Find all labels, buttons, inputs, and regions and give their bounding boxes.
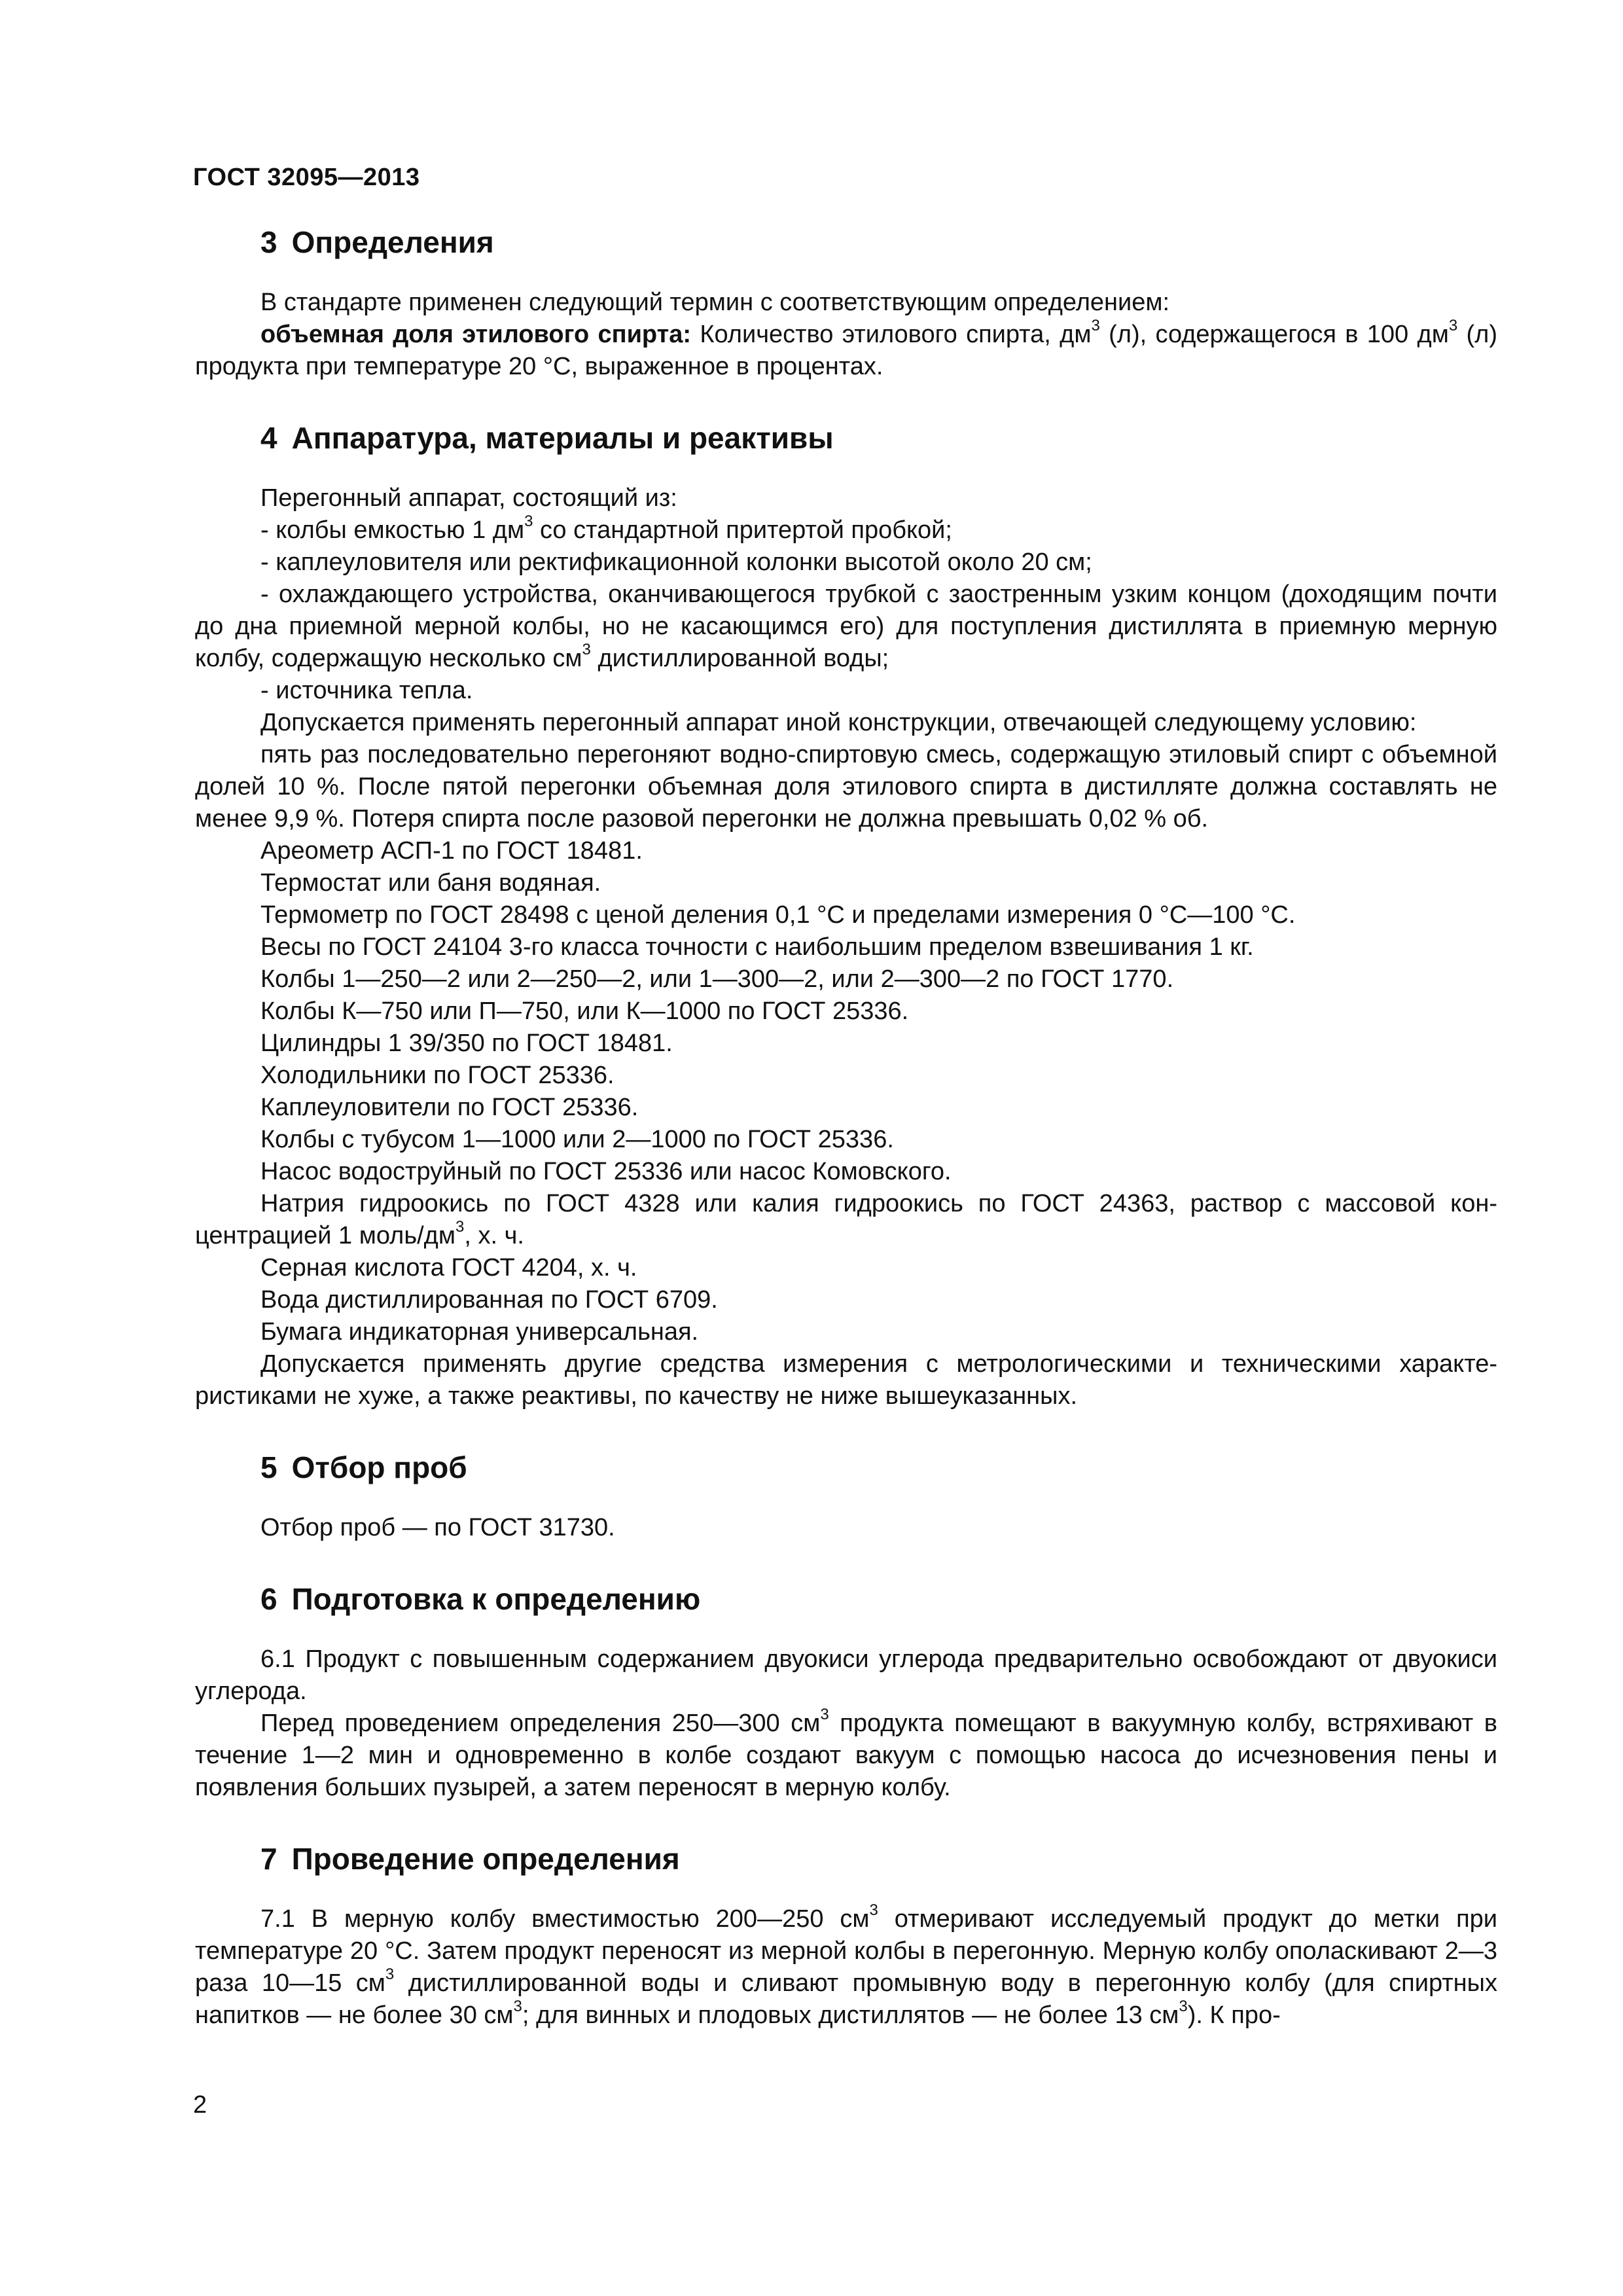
section-title: Определения — [291, 225, 494, 259]
section-title: Подготовка к определению — [291, 1582, 701, 1616]
paragraph: Цилиндры 1 39/350 по ГОСТ 18481. — [260, 1030, 673, 1057]
paragraph: Термостат или баня водяная. — [260, 869, 601, 897]
paragraph: 6.1 Продукт с повышенным содержанием двуокиси углерода предварительно освобождают от двуокиси углерода. — [195, 1645, 1497, 1705]
list-item: - каплеуловителя или ректификационной колонки высотой около 20 см; — [260, 548, 1092, 576]
list-item: - колбы емкостью 1 $дм^3$ со стандартной притертой пробкой; — [260, 512, 952, 544]
paragraph: Натрия гидроокись по ГОСТ 4328 или калия гидроокись по ГОСТ 24363, раствор с массовой концентрацией 1 моль/$дм^3$, х. ч. — [195, 1190, 1497, 1249]
paragraph: пять раз последовательно перегоняют водно-спиртовую смесь, содержащую этиловый спирт с объемной долей 10 %. После пятой перегонки объемная доля этилового спирта в дистилляте должна составлять не менее 9,9 %. Потеря спирта после разовой перегонки не должна превышать 0,02 % об. — [195, 741, 1497, 833]
list-item: - источника тепла. — [260, 677, 473, 704]
section-4-heading — [195, 418, 1497, 457]
section-title: Проведение определения — [291, 1842, 680, 1876]
paragraph: Отбор проб — по ГОСТ 31730. — [260, 1514, 615, 1541]
paragraph: Холодильники по ГОСТ 25336. — [260, 1062, 615, 1089]
section-5-heading — [195, 1448, 1497, 1487]
paragraph: Колбы с тубусом 1—1000 или 2—1000 по ГОСТ 25336. — [260, 1126, 894, 1153]
paragraph: Ареометр АСП-1 по ГОСТ 18481. — [260, 837, 643, 865]
definition-paragraph: объемная доля этилового спирта: Количество этилового спирта, $дм^3$ (л), содержащегося в 100 $дм^3$ (л) продукта при температуре 20 °С, выраженное в процентах. — [195, 317, 1497, 380]
section-title: Аппаратура, материалы и реактивы — [291, 421, 834, 455]
section-6-heading — [195, 1579, 1497, 1619]
section-number: 6 — [260, 1582, 277, 1616]
paragraph: Насос водоструйный по ГОСТ 25336 или насос Комовского. — [260, 1158, 952, 1185]
paragraph: Серная кислота ГОСТ 4204, х. ч. — [260, 1254, 637, 1282]
paragraph: Вода дистиллированная по ГОСТ 6709. — [260, 1286, 718, 1314]
paragraph: Каплеуловители по ГОСТ 25336. — [260, 1094, 639, 1121]
section-number: 7 — [260, 1842, 277, 1876]
section-title: Отбор проб — [291, 1450, 467, 1484]
section-7-heading — [195, 1839, 1497, 1878]
paragraph: Бумага индикаторная универсальная. — [260, 1318, 699, 1346]
doc-code-header: ГОСТ 32095—2013 — [193, 164, 420, 191]
section-number: 3 — [260, 225, 277, 259]
paragraph: Колбы 1—250—2 или 2—250—2, или 1—300—2, или 2—300—2 по ГОСТ 1770. — [260, 965, 1174, 993]
paragraph: 7.1 В мерную колбу вместимостью 200—250 $см^3$ отмеривают исследуемый продукт до метки при температуре 20 °С. Затем продукт переносят из мерной колбы в перегонную. Мерную колбу ополаскивают 2—3 раза 10—15 $см^3$ дистиллированной воды и сливают промывную воду в перегонную колбу (для спиртных напитков — не более 30 $см^3$; для винных и плодовых дистиллятов — не более 13 $см^3$). К про- — [195, 1901, 1498, 2029]
paragraph: Колбы К—750 или П—750, или К—1000 по ГОСТ 25336. — [260, 997, 909, 1025]
paragraph: В стандарте применен следующий термин с соответствующим определением: — [260, 289, 1170, 316]
paragraph: Допускается применять перегонный аппарат иной конструкции, отвечающей следующему условию: — [260, 709, 1417, 736]
section-3-heading — [195, 223, 1497, 262]
paragraph: Весы по ГОСТ 24104 3-го класса точности с наибольшим пределом взвешивания 1 кг. — [260, 933, 1254, 961]
paragraph: Термометр по ГОСТ 28498 с ценой деления 0,1 °С и пределами измерения 0 °С—100 °С. — [260, 901, 1296, 929]
document-body — [195, 223, 1497, 2032]
section-number: 5 — [260, 1450, 277, 1484]
section-number: 4 — [260, 421, 277, 455]
paragraph: Перед проведением определения 250—300 $см^3$ продукта помещают в вакуумную колбу, встряхивают в течение 1—2 мин и одновременно в колбе создают вакуум с помощью насоса до исчезновения пены и появления больших пузырей, а затем переносят в мерную колбу. — [195, 1706, 1497, 1801]
defined-term: объемная доля этилового спирта: — [260, 321, 692, 348]
paragraph: Перегонный аппарат, состоящий из: — [260, 484, 677, 512]
list-item: - охлаждающего устройства, оканчивающегося трубкой с заостренным узким концом (доходящим почти до дна приемной мерной колбы, но не касающимся его) для поступления дистиллята в приемную мерную колбу, содержащую несколько $см^3$ дистиллированной воды; — [195, 581, 1497, 672]
paragraph: Допускается применять другие средства измерения с метрологическими и техническими характеристиками не хуже, а также реактивы, по качеству не ниже вышеуказанных. — [195, 1350, 1497, 1410]
page-number: 2 — [193, 2091, 207, 2119]
